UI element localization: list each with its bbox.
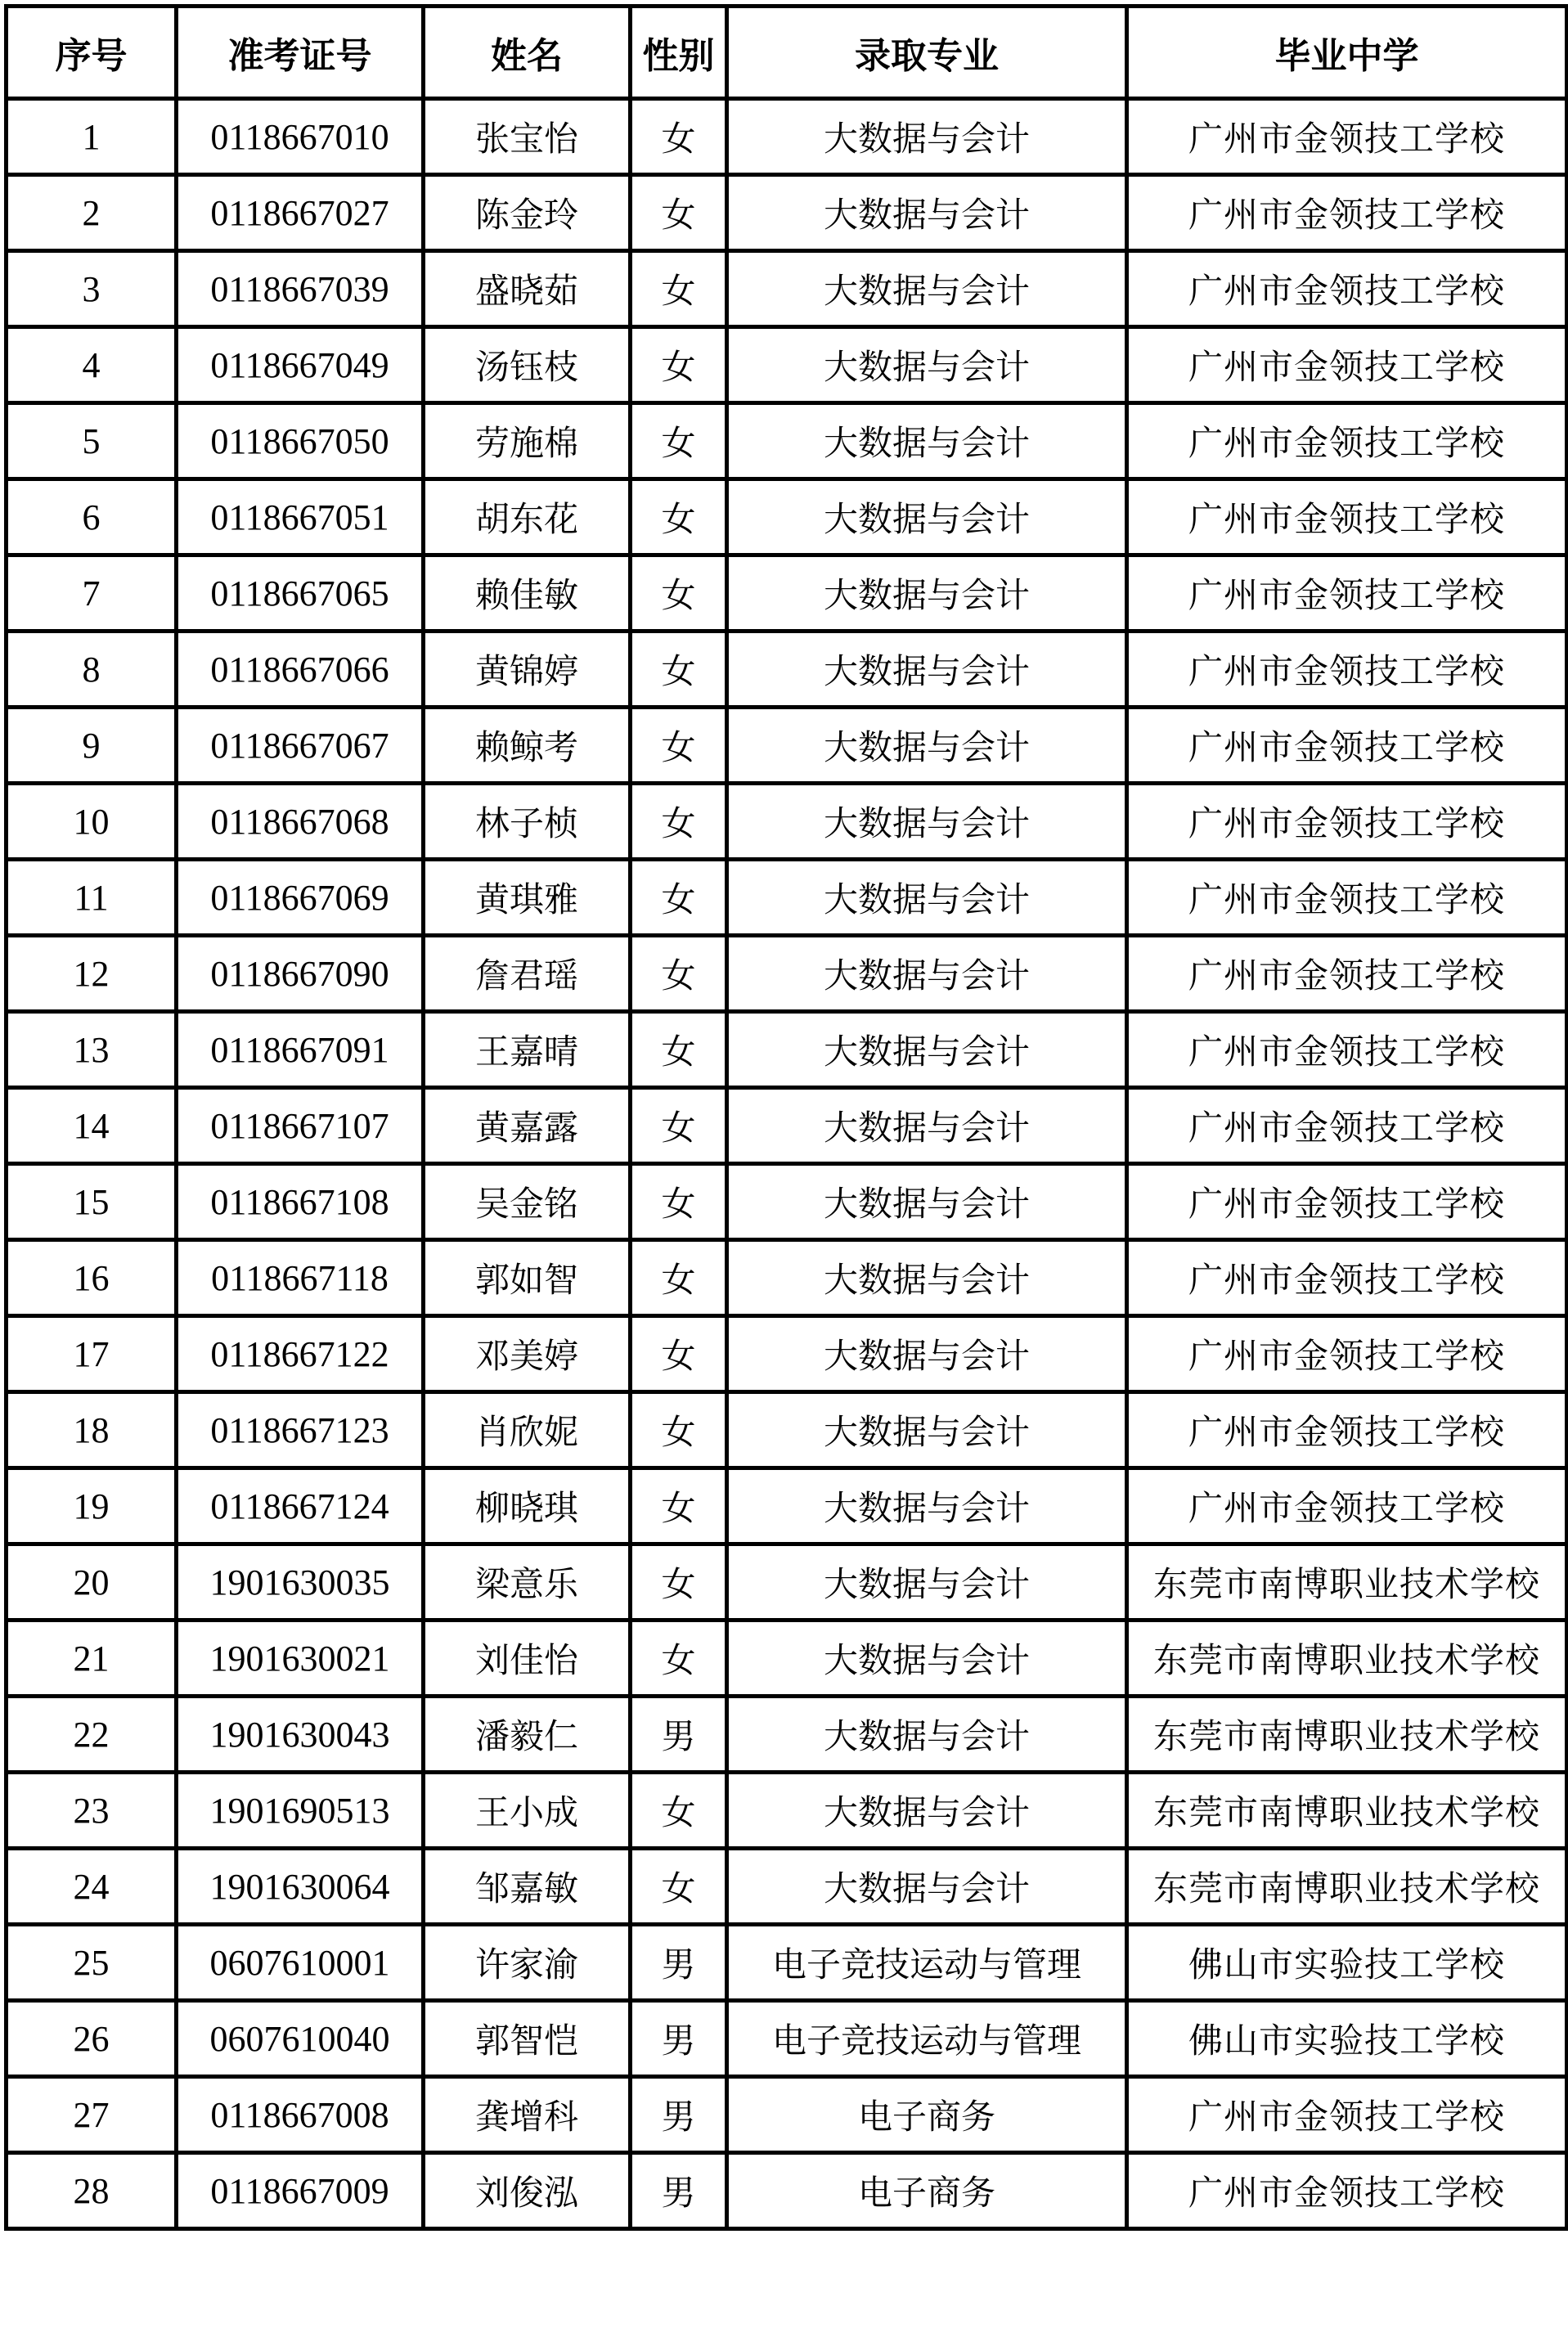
cell-school: 广州市金领技工学校	[1127, 708, 1567, 784]
cell-major: 大数据与会计	[727, 860, 1127, 936]
cell-name: 郭如智	[424, 1240, 631, 1316]
cell-major: 大数据与会计	[727, 555, 1127, 632]
header-school: 毕业中学	[1127, 7, 1567, 99]
header-seq: 序号	[7, 7, 177, 99]
table-row	[7, 1088, 1567, 1164]
table-row	[7, 1925, 1567, 2001]
cell-name: 詹君瑶	[424, 936, 631, 1012]
cell-seq: 9	[7, 708, 177, 784]
cell-gender: 女	[631, 1468, 727, 1544]
cell-ticket-number: 0118667066	[177, 632, 424, 708]
cell-major: 大数据与会计	[727, 1316, 1127, 1392]
table-row	[7, 2077, 1567, 2153]
cell-school: 广州市金领技工学校	[1127, 327, 1567, 403]
cell-seq: 25	[7, 1925, 177, 2001]
cell-name: 王小成	[424, 1773, 631, 1849]
table-row	[7, 784, 1567, 860]
cell-name: 吴金铭	[424, 1164, 631, 1240]
cell-school: 广州市金领技工学校	[1127, 860, 1567, 936]
cell-ticket-number: 1901630035	[177, 1544, 424, 1621]
cell-seq: 6	[7, 479, 177, 555]
cell-gender: 男	[631, 1697, 727, 1773]
cell-seq: 11	[7, 860, 177, 936]
cell-school: 广州市金领技工学校	[1127, 1316, 1567, 1392]
cell-ticket-number: 0607610001	[177, 1925, 424, 2001]
cell-school: 广州市金领技工学校	[1127, 1240, 1567, 1316]
cell-major: 大数据与会计	[727, 403, 1127, 479]
table-row	[7, 1697, 1567, 1773]
cell-school: 佛山市实验技工学校	[1127, 1925, 1567, 2001]
cell-gender: 男	[631, 2001, 727, 2077]
cell-ticket-number: 0118667090	[177, 936, 424, 1012]
table-row	[7, 1164, 1567, 1240]
cell-gender: 女	[631, 1088, 727, 1164]
cell-ticket-number: 0118667010	[177, 99, 424, 175]
cell-school: 广州市金领技工学校	[1127, 1012, 1567, 1088]
cell-name: 黄琪雅	[424, 860, 631, 936]
cell-ticket-number: 1901630064	[177, 1849, 424, 1925]
cell-seq: 22	[7, 1697, 177, 1773]
table-row	[7, 708, 1567, 784]
cell-major: 大数据与会计	[727, 1392, 1127, 1468]
table-row	[7, 1316, 1567, 1392]
cell-seq: 19	[7, 1468, 177, 1544]
cell-seq: 23	[7, 1773, 177, 1849]
cell-ticket-number: 0118667027	[177, 175, 424, 251]
cell-major: 大数据与会计	[727, 632, 1127, 708]
table-row	[7, 1012, 1567, 1088]
cell-gender: 男	[631, 2153, 727, 2229]
cell-ticket-number: 0118667049	[177, 327, 424, 403]
table-row	[7, 175, 1567, 251]
cell-school: 广州市金领技工学校	[1127, 99, 1567, 175]
cell-seq: 10	[7, 784, 177, 860]
cell-ticket-number: 0118667122	[177, 1316, 424, 1392]
cell-seq: 18	[7, 1392, 177, 1468]
cell-major: 电子商务	[727, 2077, 1127, 2153]
header-gender: 性别	[631, 7, 727, 99]
cell-gender: 女	[631, 860, 727, 936]
cell-seq: 3	[7, 251, 177, 327]
table-row	[7, 2153, 1567, 2229]
cell-seq: 21	[7, 1621, 177, 1697]
cell-seq: 20	[7, 1544, 177, 1621]
cell-gender: 女	[631, 784, 727, 860]
cell-gender: 女	[631, 251, 727, 327]
cell-gender: 女	[631, 479, 727, 555]
cell-name: 汤钰枝	[424, 327, 631, 403]
cell-seq: 27	[7, 2077, 177, 2153]
cell-major: 大数据与会计	[727, 327, 1127, 403]
cell-gender: 女	[631, 936, 727, 1012]
cell-major: 大数据与会计	[727, 708, 1127, 784]
cell-major: 大数据与会计	[727, 1849, 1127, 1925]
cell-major: 大数据与会计	[727, 99, 1127, 175]
cell-gender: 女	[631, 327, 727, 403]
cell-ticket-number: 0118667118	[177, 1240, 424, 1316]
cell-ticket-number: 0607610040	[177, 2001, 424, 2077]
cell-ticket-number: 0118667069	[177, 860, 424, 936]
cell-gender: 女	[631, 175, 727, 251]
cell-major: 大数据与会计	[727, 479, 1127, 555]
cell-name: 王嘉晴	[424, 1012, 631, 1088]
cell-school: 广州市金领技工学校	[1127, 2077, 1567, 2153]
cell-seq: 2	[7, 175, 177, 251]
cell-gender: 女	[631, 1544, 727, 1621]
table-row	[7, 1544, 1567, 1621]
cell-seq: 15	[7, 1164, 177, 1240]
cell-seq: 5	[7, 403, 177, 479]
cell-gender: 女	[631, 1164, 727, 1240]
cell-name: 许家渝	[424, 1925, 631, 2001]
cell-major: 大数据与会计	[727, 1012, 1127, 1088]
cell-ticket-number: 0118667009	[177, 2153, 424, 2229]
cell-major: 大数据与会计	[727, 1773, 1127, 1849]
cell-gender: 女	[631, 1240, 727, 1316]
cell-school: 广州市金领技工学校	[1127, 403, 1567, 479]
cell-school: 佛山市实验技工学校	[1127, 2001, 1567, 2077]
cell-gender: 男	[631, 1925, 727, 2001]
cell-school: 东莞市南博职业技术学校	[1127, 1849, 1567, 1925]
header-major: 录取专业	[727, 7, 1127, 99]
cell-name: 刘俊泓	[424, 2153, 631, 2229]
cell-ticket-number: 0118667091	[177, 1012, 424, 1088]
cell-name: 梁意乐	[424, 1544, 631, 1621]
cell-major: 大数据与会计	[727, 1088, 1127, 1164]
header-row	[7, 7, 1567, 99]
table-row	[7, 2001, 1567, 2077]
cell-seq: 14	[7, 1088, 177, 1164]
cell-seq: 17	[7, 1316, 177, 1392]
cell-school: 广州市金领技工学校	[1127, 175, 1567, 251]
cell-school: 广州市金领技工学校	[1127, 1392, 1567, 1468]
table-row	[7, 936, 1567, 1012]
cell-name: 刘佳怡	[424, 1621, 631, 1697]
cell-gender: 女	[631, 1773, 727, 1849]
cell-seq: 7	[7, 555, 177, 632]
table-row	[7, 327, 1567, 403]
cell-name: 陈金玲	[424, 175, 631, 251]
table-row	[7, 555, 1567, 632]
cell-ticket-number: 0118667068	[177, 784, 424, 860]
header-name: 姓名	[424, 7, 631, 99]
table-row	[7, 99, 1567, 175]
table-row	[7, 1849, 1567, 1925]
cell-gender: 女	[631, 708, 727, 784]
cell-ticket-number: 1901630043	[177, 1697, 424, 1773]
cell-gender: 女	[631, 1849, 727, 1925]
cell-ticket-number: 0118667124	[177, 1468, 424, 1544]
cell-name: 张宝怡	[424, 99, 631, 175]
table-row	[7, 1468, 1567, 1544]
table-row	[7, 860, 1567, 936]
cell-seq: 8	[7, 632, 177, 708]
cell-major: 电子商务	[727, 2153, 1127, 2229]
cell-school: 广州市金领技工学校	[1127, 479, 1567, 555]
cell-ticket-number: 0118667008	[177, 2077, 424, 2153]
cell-ticket-number: 0118667050	[177, 403, 424, 479]
cell-seq: 13	[7, 1012, 177, 1088]
table-row	[7, 403, 1567, 479]
cell-school: 东莞市南博职业技术学校	[1127, 1773, 1567, 1849]
cell-seq: 26	[7, 2001, 177, 2077]
cell-major: 大数据与会计	[727, 1544, 1127, 1621]
cell-name: 邹嘉敏	[424, 1849, 631, 1925]
cell-school: 广州市金领技工学校	[1127, 784, 1567, 860]
cell-seq: 28	[7, 2153, 177, 2229]
cell-seq: 4	[7, 327, 177, 403]
admission-roster-sheet	[4, 4, 1565, 2231]
cell-name: 胡东花	[424, 479, 631, 555]
cell-gender: 女	[631, 632, 727, 708]
cell-gender: 女	[631, 1621, 727, 1697]
cell-gender: 女	[631, 99, 727, 175]
cell-seq: 12	[7, 936, 177, 1012]
cell-ticket-number: 0118667039	[177, 251, 424, 327]
cell-name: 柳晓琪	[424, 1468, 631, 1544]
table-row	[7, 1773, 1567, 1849]
cell-school: 广州市金领技工学校	[1127, 2153, 1567, 2229]
cell-school: 广州市金领技工学校	[1127, 251, 1567, 327]
cell-major: 大数据与会计	[727, 936, 1127, 1012]
cell-major: 电子竞技运动与管理	[727, 2001, 1127, 2077]
table-body	[7, 99, 1567, 2229]
cell-name: 邓美婷	[424, 1316, 631, 1392]
cell-ticket-number: 0118667065	[177, 555, 424, 632]
cell-major: 大数据与会计	[727, 175, 1127, 251]
cell-school: 广州市金领技工学校	[1127, 1088, 1567, 1164]
cell-name: 肖欣妮	[424, 1392, 631, 1468]
cell-ticket-number: 0118667067	[177, 708, 424, 784]
cell-school: 东莞市南博职业技术学校	[1127, 1697, 1567, 1773]
cell-name: 盛晓茹	[424, 251, 631, 327]
cell-gender: 女	[631, 1316, 727, 1392]
table-row	[7, 1392, 1567, 1468]
cell-school: 东莞市南博职业技术学校	[1127, 1621, 1567, 1697]
cell-seq: 1	[7, 99, 177, 175]
cell-name: 赖鲸考	[424, 708, 631, 784]
cell-major: 电子竞技运动与管理	[727, 1925, 1127, 2001]
cell-major: 大数据与会计	[727, 1164, 1127, 1240]
cell-major: 大数据与会计	[727, 1697, 1127, 1773]
table-row	[7, 632, 1567, 708]
cell-school: 广州市金领技工学校	[1127, 1164, 1567, 1240]
cell-major: 大数据与会计	[727, 1468, 1127, 1544]
header-ticket-number: 准考证号	[177, 7, 424, 99]
cell-major: 大数据与会计	[727, 1621, 1127, 1697]
cell-name: 黄嘉露	[424, 1088, 631, 1164]
cell-school: 广州市金领技工学校	[1127, 936, 1567, 1012]
cell-school: 广州市金领技工学校	[1127, 632, 1567, 708]
cell-name: 劳施棉	[424, 403, 631, 479]
cell-gender: 女	[631, 1012, 727, 1088]
cell-gender: 男	[631, 2077, 727, 2153]
cell-gender: 女	[631, 555, 727, 632]
cell-name: 赖佳敏	[424, 555, 631, 632]
table-row	[7, 1240, 1567, 1316]
cell-gender: 女	[631, 403, 727, 479]
cell-seq: 24	[7, 1849, 177, 1925]
cell-ticket-number: 1901630021	[177, 1621, 424, 1697]
table-row	[7, 251, 1567, 327]
cell-gender: 女	[631, 1392, 727, 1468]
cell-name: 林子桢	[424, 784, 631, 860]
cell-ticket-number: 1901690513	[177, 1773, 424, 1849]
cell-ticket-number: 0118667108	[177, 1164, 424, 1240]
cell-major: 大数据与会计	[727, 784, 1127, 860]
cell-ticket-number: 0118667051	[177, 479, 424, 555]
cell-major: 大数据与会计	[727, 251, 1127, 327]
cell-name: 龚增科	[424, 2077, 631, 2153]
cell-school: 广州市金领技工学校	[1127, 555, 1567, 632]
cell-school: 广州市金领技工学校	[1127, 1468, 1567, 1544]
cell-major: 大数据与会计	[727, 1240, 1127, 1316]
admission-roster-table	[4, 4, 1568, 2231]
table-row	[7, 1621, 1567, 1697]
cell-name: 潘毅仁	[424, 1697, 631, 1773]
cell-name: 黄锦婷	[424, 632, 631, 708]
cell-name: 郭智恺	[424, 2001, 631, 2077]
cell-ticket-number: 0118667107	[177, 1088, 424, 1164]
table-row	[7, 479, 1567, 555]
cell-school: 东莞市南博职业技术学校	[1127, 1544, 1567, 1621]
cell-ticket-number: 0118667123	[177, 1392, 424, 1468]
cell-seq: 16	[7, 1240, 177, 1316]
